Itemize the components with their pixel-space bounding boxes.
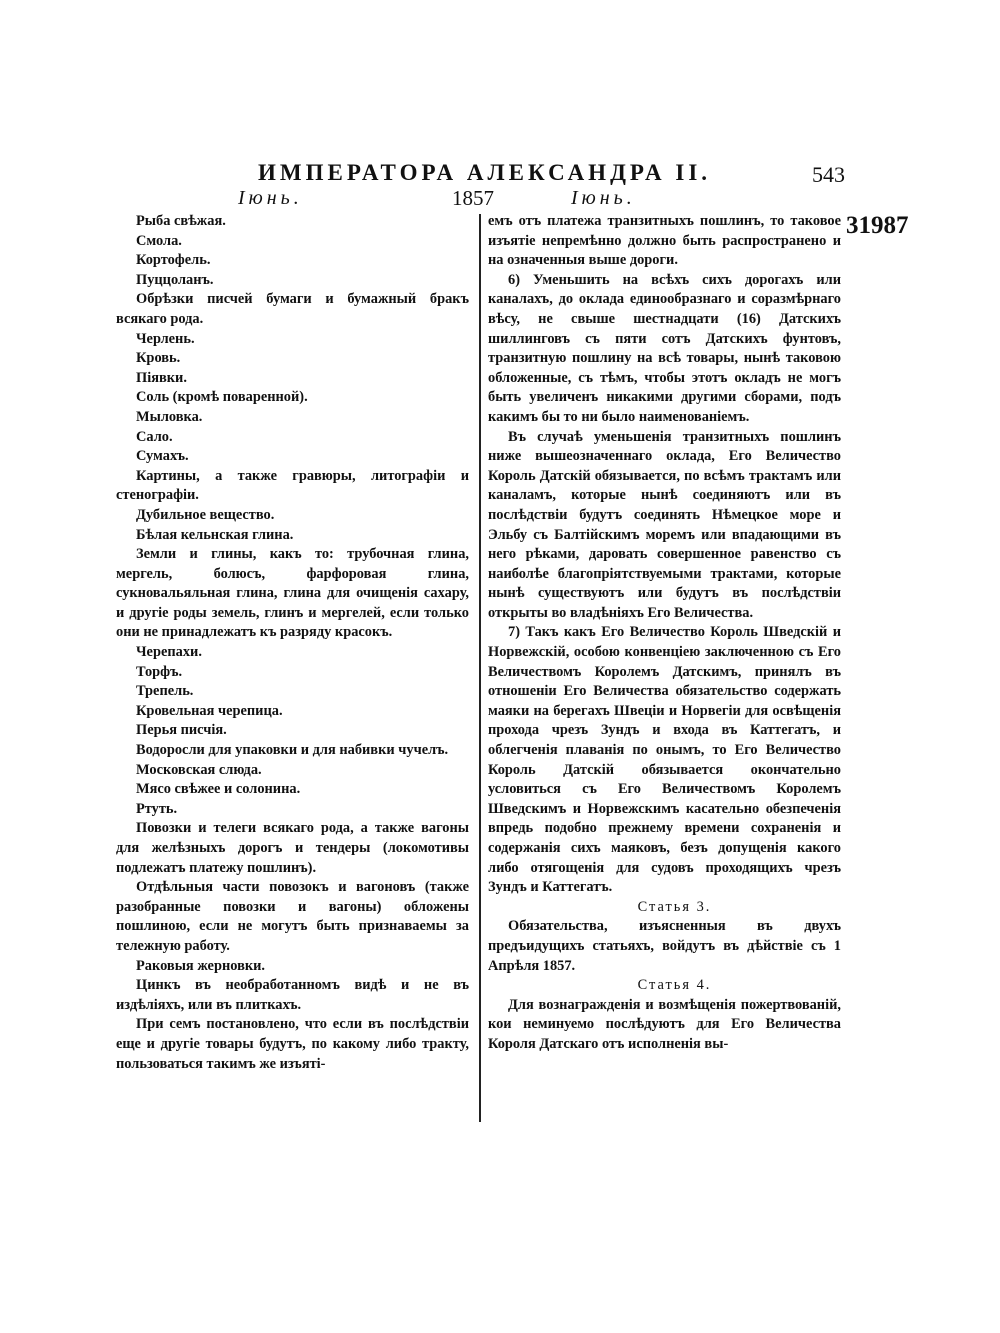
- article-4-text: Для вознагражденія и возмѣщенія пожертвованій, кои неминуемо послѣдуютъ для Его Величества Короля Датскаго отъ исполненія вы-: [488, 996, 841, 1052]
- list-item: Московская слюда.: [136, 761, 262, 778]
- list-item: Цинкъ въ необработанномъ видѣ и не въ издѣліяхъ, или въ плиткахъ.: [116, 977, 469, 1013]
- month-right: Іюнь.: [571, 187, 636, 209]
- list-item: Мыловка.: [136, 408, 203, 425]
- list-item: Перья писчія.: [136, 722, 227, 739]
- list-item: Сумахъ.: [136, 448, 189, 465]
- list-item: Ртуть.: [136, 800, 178, 817]
- list-item: Соль (кромѣ поваренной).: [136, 389, 308, 406]
- list-item: Пуццоланъ.: [136, 271, 214, 288]
- list-item: Картины, а также гравюры, литографіи и стенографіи.: [116, 467, 469, 504]
- article-3-text: Обязательства, изъясненныя въ двухъ предъидущихъ статьяхъ, войдутъ въ дѣйствіе съ 1 Апрѣля 1857.: [488, 918, 841, 974]
- article-3-heading: Статья 3.: [637, 898, 712, 915]
- list-item: Черлень.: [136, 330, 195, 347]
- list-item: Смола.: [136, 232, 182, 249]
- list-item: Сало.: [136, 428, 173, 445]
- right-column: [488, 212, 841, 1055]
- page-number: 543: [812, 162, 845, 187]
- month-left: Іюнь.: [238, 187, 303, 209]
- list-item: Земли и глины, какъ то: трубочная глина, мергель, болюсъ, фарфоровая глина, сукновальяльная глина, глина для очищенія сахару, и другіе роды земель, глинъ и мергелей, если только они не принадлежатъ къ разряду красокъ.: [116, 546, 469, 641]
- law-number: 31987: [846, 212, 909, 239]
- running-title: ИМПЕРАТОРА АЛЕКСАНДРА II.: [258, 160, 712, 185]
- list-item: Кортофель.: [136, 252, 211, 269]
- list-item: Черепахи.: [136, 644, 202, 661]
- list-item: Повозки и телеги всякаго рода, а также вагоны для желѣзныхъ дорогъ и тендеры (локомотивы подлежатъ платежу пошлинъ).: [116, 820, 469, 876]
- list-item: При семъ постановлено, что если въ послѣдствіи еще и другіе товары будутъ, по какому либо тракту, пользоваться такимъ же изъяті-: [116, 1016, 469, 1072]
- list-item: Піявки.: [136, 369, 187, 386]
- list-item: Торфъ.: [136, 663, 183, 680]
- article-4-heading: Статья 4.: [637, 977, 712, 994]
- list-item: Рыба свѣжая.: [136, 213, 226, 229]
- left-column: [116, 212, 469, 1074]
- column-divider: [479, 214, 481, 1122]
- continuation-paragraph: емъ отъ платежа транзитныхъ пошлинъ, то таковое изъятіе непремѣнно должно быть распространено и на означенныя выше дороги.: [488, 213, 841, 269]
- list-item: Обрѣзки писчей бумаги и бумажный бракъ всякаго рода.: [116, 291, 469, 327]
- list-item: Дубильное вещество.: [136, 506, 275, 523]
- paragraph-7: 7) Такъ какъ Его Величество Король Шведскій и Норвежскій, особою конвенціею заключенною съ Его Величествомъ Королемъ Датскимъ, принялъ въ отношеніи Его Величества обязательство содержать маяки на берегахъ Швеціи и Норвегіи для освѣщенія прохода чрезъ Зундъ и входа въ Каттегатъ, и облегченія плаванія по онымъ, то Его Величество Король Датскій обязывается окончательно условиться съ Его Величествомъ Королемъ Шведскимъ и Норвежскимъ касательно обезпеченія впредь подобно прежнему времени сохраненія и содержанія сихъ маяковъ, безъ допущенія какого либо отягощенія для судовъ проходящихъ чрезъ Зундъ и Каттегатъ.: [488, 624, 841, 896]
- list-item: Трепель.: [136, 683, 194, 700]
- paragraph-6b: Въ случаѣ уменьшенія транзитныхъ пошлинъ ниже вышеозначеннаго оклада, Его Величество Король Датскій обязывается, по всѣмъ трактамъ или каналамъ, которые нынѣ соединяютъ или въ послѣдствіи будутъ соединять Нѣмецкое море и Эльбу съ Балтійскимъ моремъ или впадающими въ него рѣками, даровать совершенное равенство съ наиболѣе благопріятствуемыми трактами, которые нынѣ существуютъ или будутъ въ послѣдствіи открыты во владѣніяхъ Его Величества.: [488, 428, 841, 621]
- list-item: Кровельная черепица.: [136, 702, 283, 719]
- list-item: Кровь.: [136, 350, 181, 367]
- list-item: Бѣлая кельнская глина.: [136, 526, 294, 543]
- list-item: Водоросли для упаковки и для набивки чучелъ.: [136, 742, 449, 759]
- list-item: Отдѣльныя части повозокъ и вагоновъ (также разобранные повозки и вагоны) обложены пошлиною, если не могутъ быть признаваемы за тележную работу.: [116, 879, 469, 954]
- year: 1857: [452, 186, 494, 210]
- paragraph-6: 6) Уменьшить на всѣхъ сихъ дорогахъ или каналахъ, до оклада единообразнаго и соразмѣрнаго вѣсу, не свыше шестнадцати (16) Датскихъ шиллинговъ съ пяти сотъ Датскихъ фунтовъ, транзитную пошлину на всѣ товары, нынѣ таковою обложенные, съ тѣмъ, чтобы этотъ окладъ не могъ быть увеличенъ никакими другими сборами, подъ какимъ бы то ни было наименованіемъ.: [488, 271, 841, 425]
- list-item: Раковыя жерновки.: [136, 957, 266, 974]
- list-item: Мясо свѣжее и солонина.: [136, 781, 301, 798]
